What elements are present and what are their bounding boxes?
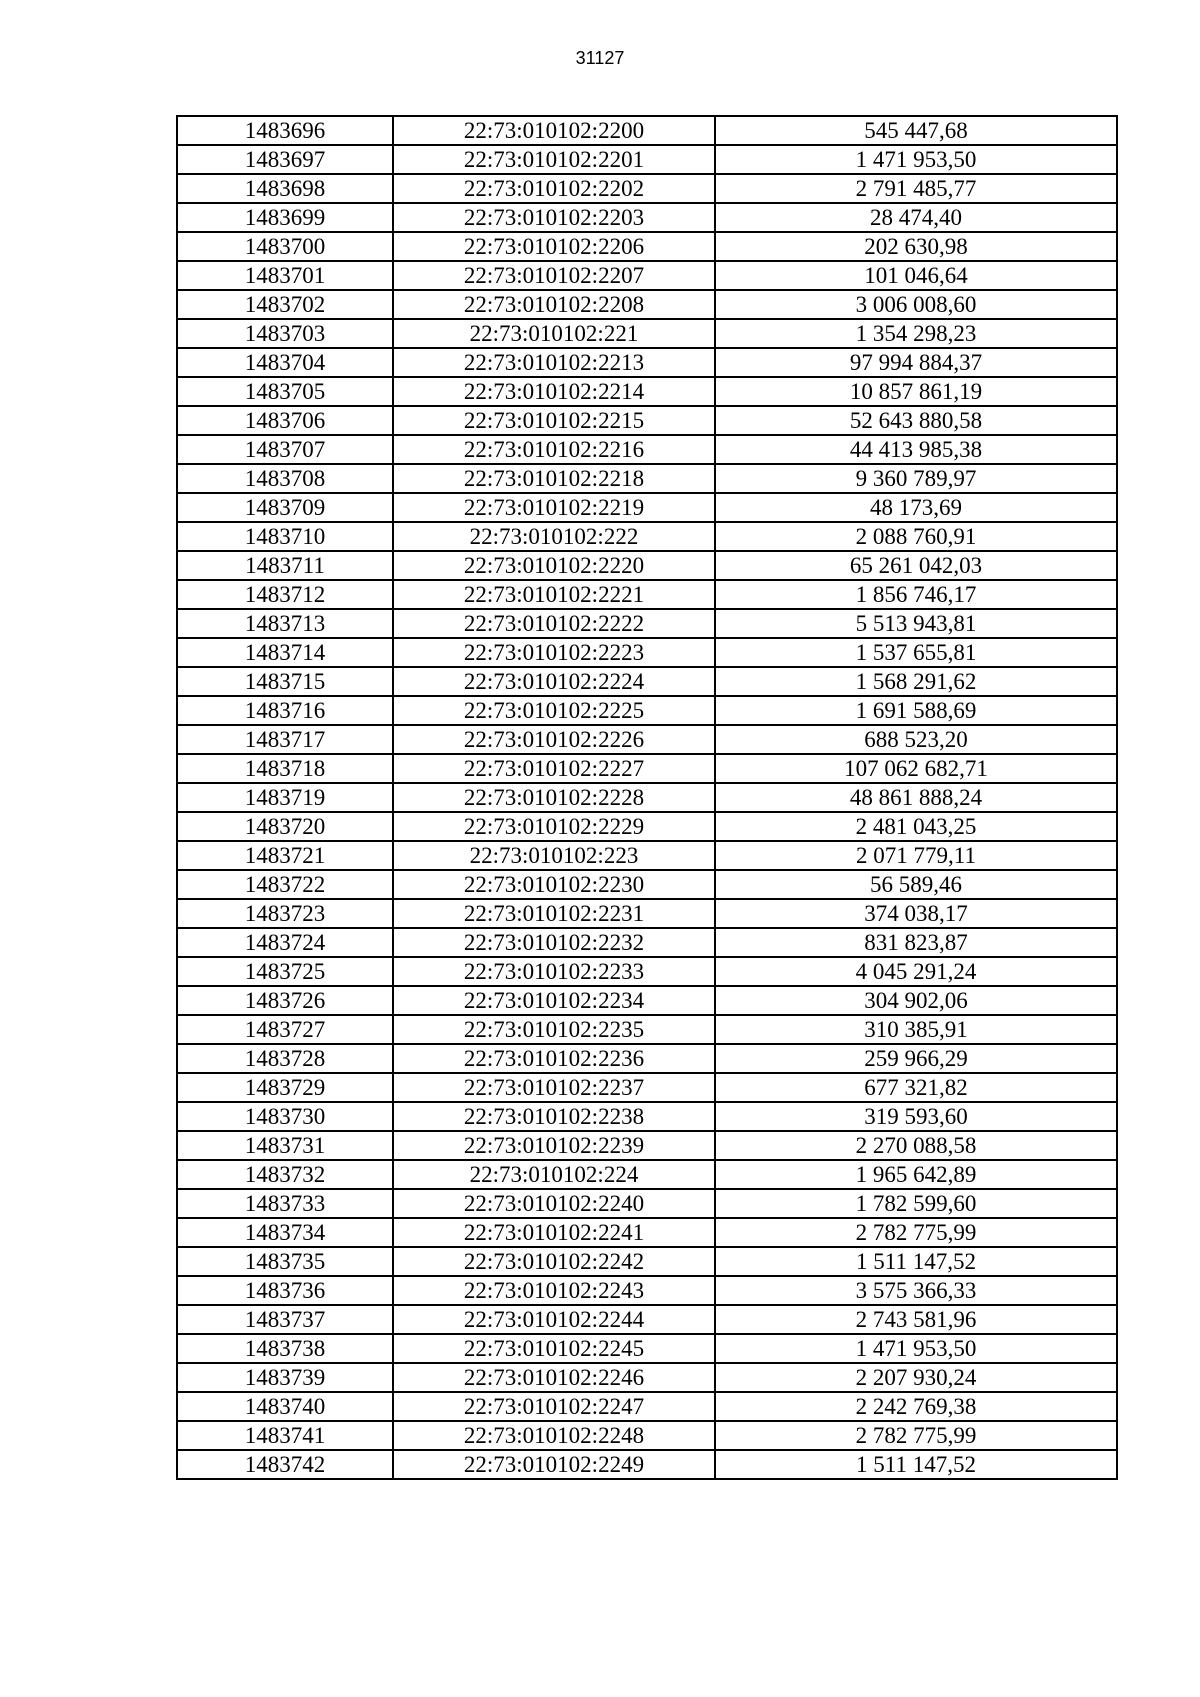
row-id-cell: 1483711: [177, 551, 393, 580]
cadastral-number-cell: 22:73:010102:2231: [393, 899, 715, 928]
cadastral-number-cell: 22:73:010102:2235: [393, 1015, 715, 1044]
row-id-cell: 1483702: [177, 290, 393, 319]
value-cell: 65 261 042,03: [715, 551, 1117, 580]
cadastral-number-cell: 22:73:010102:2229: [393, 812, 715, 841]
value-cell: 2 207 930,24: [715, 1363, 1117, 1392]
row-id-cell: 1483739: [177, 1363, 393, 1392]
row-id-cell: 1483707: [177, 435, 393, 464]
table-row: [177, 1102, 1117, 1131]
table-row: [177, 145, 1117, 174]
value-cell: 1 471 953,50: [715, 145, 1117, 174]
cadastral-number-cell: 22:73:010102:2247: [393, 1392, 715, 1421]
value-cell: 107 062 682,71: [715, 754, 1117, 783]
row-id-cell: 1483727: [177, 1015, 393, 1044]
cadastral-number-cell: 22:73:010102:2241: [393, 1218, 715, 1247]
cadastral-number-cell: 22:73:010102:2221: [393, 580, 715, 609]
row-id-cell: 1483704: [177, 348, 393, 377]
table-row: [177, 493, 1117, 522]
cadastral-number-cell: 22:73:010102:2202: [393, 174, 715, 203]
value-cell: 2 242 769,38: [715, 1392, 1117, 1421]
cadastral-number-cell: 22:73:010102:224: [393, 1160, 715, 1189]
table-row: [177, 203, 1117, 232]
value-cell: 319 593,60: [715, 1102, 1117, 1131]
cadastral-number-cell: 22:73:010102:2219: [393, 493, 715, 522]
table-row: [177, 1392, 1117, 1421]
value-cell: 374 038,17: [715, 899, 1117, 928]
table-row: [177, 841, 1117, 870]
value-cell: 2 782 775,99: [715, 1218, 1117, 1247]
table-row: [177, 1044, 1117, 1073]
value-cell: 1 782 599,60: [715, 1189, 1117, 1218]
row-id-cell: 1483717: [177, 725, 393, 754]
table-row: [177, 406, 1117, 435]
cadastral-number-cell: 22:73:010102:2225: [393, 696, 715, 725]
row-id-cell: 1483703: [177, 319, 393, 348]
table-row: [177, 783, 1117, 812]
value-cell: 1 471 953,50: [715, 1334, 1117, 1363]
row-id-cell: 1483698: [177, 174, 393, 203]
value-cell: 1 856 746,17: [715, 580, 1117, 609]
row-id-cell: 1483724: [177, 928, 393, 957]
value-cell: 3 006 008,60: [715, 290, 1117, 319]
value-cell: 28 474,40: [715, 203, 1117, 232]
table-row: [177, 174, 1117, 203]
row-id-cell: 1483710: [177, 522, 393, 551]
row-id-cell: 1483736: [177, 1276, 393, 1305]
page-number: 31127: [575, 48, 625, 68]
value-cell: 2 743 581,96: [715, 1305, 1117, 1334]
value-cell: 202 630,98: [715, 232, 1117, 261]
table-row: [177, 1305, 1117, 1334]
row-id-cell: 1483721: [177, 841, 393, 870]
row-id-cell: 1483714: [177, 638, 393, 667]
cadastral-number-cell: 22:73:010102:2248: [393, 1421, 715, 1450]
value-cell: 97 994 884,37: [715, 348, 1117, 377]
row-id-cell: 1483742: [177, 1450, 393, 1479]
value-cell: 1 354 298,23: [715, 319, 1117, 348]
value-cell: 2 071 779,11: [715, 841, 1117, 870]
cadastral-number-cell: 22:73:010102:2234: [393, 986, 715, 1015]
table-row: [177, 551, 1117, 580]
row-id-cell: 1483738: [177, 1334, 393, 1363]
table-row: [177, 870, 1117, 899]
cadastral-number-cell: 22:73:010102:2238: [393, 1102, 715, 1131]
value-cell: 9 360 789,97: [715, 464, 1117, 493]
cadastral-number-cell: 22:73:010102:2214: [393, 377, 715, 406]
table-row: [177, 1073, 1117, 1102]
table-row: [177, 667, 1117, 696]
row-id-cell: 1483723: [177, 899, 393, 928]
table-row: [177, 1450, 1117, 1479]
table-row: [177, 261, 1117, 290]
table-row: [177, 1189, 1117, 1218]
row-id-cell: 1483722: [177, 870, 393, 899]
cadastral-number-cell: 22:73:010102:2243: [393, 1276, 715, 1305]
table-row: [177, 319, 1117, 348]
cadastral-number-cell: 22:73:010102:2233: [393, 957, 715, 986]
cadastral-number-cell: 22:73:010102:2230: [393, 870, 715, 899]
row-id-cell: 1483734: [177, 1218, 393, 1247]
table-row: [177, 1363, 1117, 1392]
value-cell: 304 902,06: [715, 986, 1117, 1015]
value-cell: 2 481 043,25: [715, 812, 1117, 841]
row-id-cell: 1483715: [177, 667, 393, 696]
table-row: [177, 928, 1117, 957]
value-cell: 48 861 888,24: [715, 783, 1117, 812]
table-row: [177, 435, 1117, 464]
value-cell: 1 537 655,81: [715, 638, 1117, 667]
cadastral-number-cell: 22:73:010102:2224: [393, 667, 715, 696]
table-row: [177, 1247, 1117, 1276]
cadastral-number-cell: 22:73:010102:2226: [393, 725, 715, 754]
table-row: [177, 377, 1117, 406]
table-row: [177, 116, 1117, 145]
row-id-cell: 1483696: [177, 116, 393, 145]
value-cell: 2 270 088,58: [715, 1131, 1117, 1160]
value-cell: 52 643 880,58: [715, 406, 1117, 435]
value-cell: 48 173,69: [715, 493, 1117, 522]
row-id-cell: 1483726: [177, 986, 393, 1015]
value-cell: 1 511 147,52: [715, 1450, 1117, 1479]
cadastral-number-cell: 22:73:010102:2215: [393, 406, 715, 435]
cadastral-number-cell: 22:73:010102:2213: [393, 348, 715, 377]
table-row: [177, 638, 1117, 667]
row-id-cell: 1483737: [177, 1305, 393, 1334]
table-row: [177, 1160, 1117, 1189]
row-id-cell: 1483713: [177, 609, 393, 638]
cadastral-number-cell: 22:73:010102:221: [393, 319, 715, 348]
row-id-cell: 1483706: [177, 406, 393, 435]
cadastral-number-cell: 22:73:010102:2206: [393, 232, 715, 261]
cadastral-number-cell: 22:73:010102:2200: [393, 116, 715, 145]
value-cell: 1 691 588,69: [715, 696, 1117, 725]
cadastral-number-cell: 22:73:010102:2232: [393, 928, 715, 957]
table-row: [177, 290, 1117, 319]
value-cell: 1 965 642,89: [715, 1160, 1117, 1189]
row-id-cell: 1483705: [177, 377, 393, 406]
table-row: [177, 1421, 1117, 1450]
value-cell: 688 523,20: [715, 725, 1117, 754]
table-row: [177, 812, 1117, 841]
cadastral-number-cell: 22:73:010102:2216: [393, 435, 715, 464]
row-id-cell: 1483700: [177, 232, 393, 261]
row-id-cell: 1483708: [177, 464, 393, 493]
row-id-cell: 1483728: [177, 1044, 393, 1073]
cadastral-number-cell: 22:73:010102:2223: [393, 638, 715, 667]
value-cell: 831 823,87: [715, 928, 1117, 957]
cadastral-number-cell: 22:73:010102:2239: [393, 1131, 715, 1160]
cadastral-number-cell: 22:73:010102:2242: [393, 1247, 715, 1276]
cadastral-number-cell: 22:73:010102:2246: [393, 1363, 715, 1392]
row-id-cell: 1483732: [177, 1160, 393, 1189]
row-id-cell: 1483740: [177, 1392, 393, 1421]
table-row: [177, 464, 1117, 493]
table-row: [177, 725, 1117, 754]
value-cell: 2 088 760,91: [715, 522, 1117, 551]
table-row: [177, 1334, 1117, 1363]
cadastral-number-cell: 22:73:010102:2236: [393, 1044, 715, 1073]
cadastral-number-cell: 22:73:010102:2208: [393, 290, 715, 319]
cadastral-number-cell: 22:73:010102:2240: [393, 1189, 715, 1218]
row-id-cell: 1483697: [177, 145, 393, 174]
cadastral-number-cell: 22:73:010102:2203: [393, 203, 715, 232]
table-row: [177, 899, 1117, 928]
cadastral-number-cell: 22:73:010102:2218: [393, 464, 715, 493]
row-id-cell: 1483718: [177, 754, 393, 783]
value-cell: 545 447,68: [715, 116, 1117, 145]
table-row: [177, 232, 1117, 261]
table-row: [177, 580, 1117, 609]
table-row: [177, 696, 1117, 725]
row-id-cell: 1483730: [177, 1102, 393, 1131]
table-row: [177, 609, 1117, 638]
value-cell: 259 966,29: [715, 1044, 1117, 1073]
value-cell: 677 321,82: [715, 1073, 1117, 1102]
value-cell: 56 589,46: [715, 870, 1117, 899]
row-id-cell: 1483725: [177, 957, 393, 986]
table-row: [177, 1131, 1117, 1160]
value-cell: 310 385,91: [715, 1015, 1117, 1044]
row-id-cell: 1483699: [177, 203, 393, 232]
row-id-cell: 1483719: [177, 783, 393, 812]
row-id-cell: 1483720: [177, 812, 393, 841]
table-row: [177, 1276, 1117, 1305]
row-id-cell: 1483729: [177, 1073, 393, 1102]
value-cell: 101 046,64: [715, 261, 1117, 290]
table-row: [177, 986, 1117, 1015]
cadastral-number-cell: 22:73:010102:222: [393, 522, 715, 551]
cadastral-number-cell: 22:73:010102:2249: [393, 1450, 715, 1479]
table-body: [177, 116, 1117, 1479]
cadastral-number-cell: 22:73:010102:2201: [393, 145, 715, 174]
table-row: [177, 1015, 1117, 1044]
cadastral-number-cell: 22:73:010102:223: [393, 841, 715, 870]
row-id-cell: 1483733: [177, 1189, 393, 1218]
cadastral-number-cell: 22:73:010102:2228: [393, 783, 715, 812]
row-id-cell: 1483716: [177, 696, 393, 725]
value-cell: 2 782 775,99: [715, 1421, 1117, 1450]
table-row: [177, 1218, 1117, 1247]
cadastral-number-cell: 22:73:010102:2207: [393, 261, 715, 290]
table-row: [177, 348, 1117, 377]
table-row: [177, 957, 1117, 986]
cadastral-number-cell: 22:73:010102:2244: [393, 1305, 715, 1334]
table-row: [177, 754, 1117, 783]
row-id-cell: 1483735: [177, 1247, 393, 1276]
table-row: [177, 522, 1117, 551]
cadastral-number-cell: 22:73:010102:2227: [393, 754, 715, 783]
value-cell: 2 791 485,77: [715, 174, 1117, 203]
cadastral-number-cell: 22:73:010102:2237: [393, 1073, 715, 1102]
row-id-cell: 1483712: [177, 580, 393, 609]
value-cell: 1 568 291,62: [715, 667, 1117, 696]
value-cell: 1 511 147,52: [715, 1247, 1117, 1276]
value-cell: 5 513 943,81: [715, 609, 1117, 638]
data-table: [176, 115, 1118, 1480]
value-cell: 10 857 861,19: [715, 377, 1117, 406]
row-id-cell: 1483731: [177, 1131, 393, 1160]
row-id-cell: 1483741: [177, 1421, 393, 1450]
row-id-cell: 1483709: [177, 493, 393, 522]
value-cell: 44 413 985,38: [715, 435, 1117, 464]
value-cell: 4 045 291,24: [715, 957, 1117, 986]
row-id-cell: 1483701: [177, 261, 393, 290]
value-cell: 3 575 366,33: [715, 1276, 1117, 1305]
cadastral-number-cell: 22:73:010102:2220: [393, 551, 715, 580]
cadastral-number-cell: 22:73:010102:2245: [393, 1334, 715, 1363]
cadastral-number-cell: 22:73:010102:2222: [393, 609, 715, 638]
